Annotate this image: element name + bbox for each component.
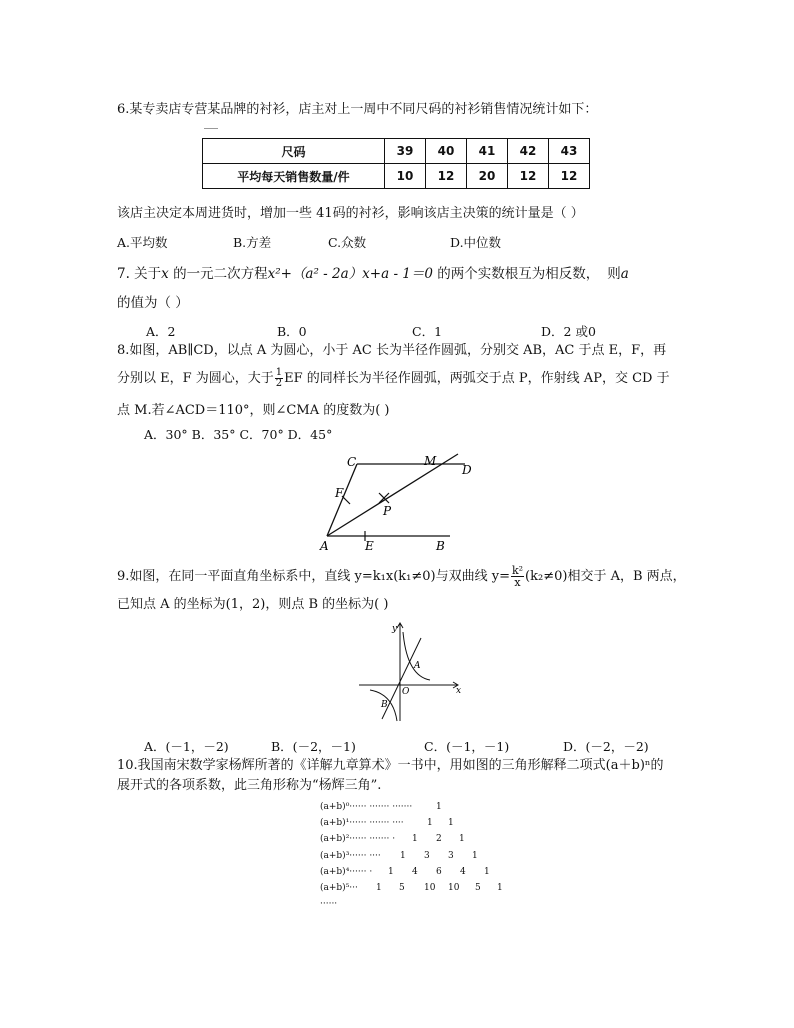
- q9-option-c: C．(－1，－1): [424, 739, 510, 754]
- label-f: F: [335, 486, 344, 500]
- q6-option-c: C.众数: [328, 235, 367, 250]
- q6-option-a: A.平均数: [117, 235, 168, 250]
- label-p: P: [383, 504, 392, 518]
- table-row: [203, 139, 590, 164]
- q8-line1: 8.如图，AB∥CD，以点 A 为圆心，小于 AC 长为半径作圆弧，分别交 AB，AC 于点 E，F，再: [117, 343, 667, 358]
- q10-line2: 展开式的各项系数，此三角形称为“杨辉三角”.: [117, 778, 382, 793]
- label-y: y: [392, 624, 398, 634]
- q9-option-a: A．(－1，－2): [144, 739, 229, 754]
- label-point-a: A: [414, 661, 421, 671]
- triangle-coefficient: 10: [448, 883, 460, 893]
- triangle-coefficient: 5: [399, 883, 405, 893]
- triangle-coefficient: 4: [460, 867, 466, 877]
- q9-text: 9.如图，在同一平面直角坐标系中，直线 y=k₁x(k₁≠0)与双曲线 y=: [117, 569, 510, 584]
- label-o: O: [402, 687, 410, 697]
- q10-line1: 10.我国南宋数学家杨辉所著的《详解九章算术》一书中，用如图的三角形解释二项式(a＋b)ⁿ的: [117, 758, 664, 773]
- table-cell: 20: [467, 164, 508, 189]
- triangle-row-label: (a+b)⁴······ ·: [320, 867, 373, 877]
- q6-stem: 6.某专卖店专营某品牌的衬衫，店主对上一周中不同尺码的衬衫销售情况统计如下：: [117, 102, 598, 117]
- triangle-ellipsis: ······: [320, 899, 338, 909]
- triangle-coefficient: 1: [388, 867, 394, 877]
- q6-option-b: B.方差: [233, 235, 272, 250]
- triangle-coefficient: 1: [412, 834, 418, 844]
- q7-text: 则: [607, 266, 621, 282]
- q7-line2: 的值为（ ）: [117, 295, 189, 311]
- line-y-k1x: [382, 638, 421, 719]
- label-x: x: [456, 686, 462, 696]
- triangle-coefficient: 3: [424, 851, 430, 861]
- q7-option-b: B．0: [277, 324, 307, 339]
- triangle-coefficient: 1: [497, 883, 503, 893]
- table-cell: 43: [549, 139, 590, 164]
- table-cell: 39: [385, 139, 426, 164]
- triangle-coefficient: 1: [400, 851, 406, 861]
- q8-options: A．30° B．35° C．70° D．45°: [144, 427, 333, 442]
- label-c: C: [347, 455, 357, 469]
- table-cell: 12: [426, 164, 467, 189]
- triangle-coefficient: 4: [412, 867, 418, 877]
- triangle-coefficient: 1: [472, 851, 478, 861]
- q9-fraction: [511, 565, 524, 588]
- label-m: M: [424, 454, 437, 468]
- triangle-coefficient: 1: [448, 818, 454, 828]
- q7-line1: [117, 265, 629, 283]
- frac-denominator: 2: [275, 378, 283, 389]
- triangle-coefficient: 1: [484, 867, 490, 877]
- table-row: [203, 164, 590, 189]
- q9-figure: [355, 618, 470, 726]
- frac-denominator: x: [514, 576, 521, 589]
- triangle-coefficient: 10: [424, 883, 436, 893]
- label-d: D: [462, 463, 472, 477]
- q7-text: 7. 关于: [117, 266, 162, 282]
- q8-line3: 点 M.若∠ACD＝110°，则∠CMA 的度数为( ): [117, 403, 390, 418]
- q7-option-c: C．1: [412, 324, 443, 339]
- q8-fraction: [275, 368, 283, 389]
- label-point-b: B: [381, 700, 388, 710]
- q8-text: EF 的同样长为半径作圆弧，两弧交于点 P，作射线 AP，交 CD 于: [284, 371, 670, 386]
- triangle-row-label: (a+b)⁵···: [320, 883, 358, 893]
- q8-figure: [310, 452, 485, 552]
- frac-numerator: k²: [511, 564, 524, 577]
- q8-text: 分别以 E，F 为圆心，大于: [117, 371, 274, 386]
- label-a: A: [320, 539, 329, 552]
- q9-option-d: D．(－2，－2): [563, 739, 649, 754]
- table-cell: 40: [426, 139, 467, 164]
- hyperbola-branch-q1: [403, 632, 430, 680]
- table-cell: 10: [385, 164, 426, 189]
- segment-ac: [327, 464, 357, 536]
- q8-line2: [117, 368, 670, 389]
- table-cell: 42: [508, 139, 549, 164]
- triangle-coefficient: 1: [427, 818, 433, 828]
- triangle-coefficient: 2: [436, 834, 442, 844]
- q7-var-a: a: [620, 266, 629, 282]
- triangle-coefficient: 6: [436, 867, 442, 877]
- q9-option-b: B．(－2，－1): [271, 739, 356, 754]
- triangle-coefficient: 1: [459, 834, 465, 844]
- triangle-row-label: (a+b)³······ ····: [320, 851, 381, 861]
- table-header-label: 尺码: [203, 139, 385, 164]
- q7-text: 的一元二次方程: [168, 266, 268, 282]
- table-row-label: 平均每天销售数量/件: [203, 164, 385, 189]
- size-sales-table: [202, 138, 590, 189]
- frac-numerator: 1: [275, 367, 283, 378]
- q9-line1: [117, 565, 686, 588]
- label-e: E: [365, 539, 374, 552]
- triangle-coefficient: 1: [436, 802, 442, 812]
- label-b: B: [436, 539, 445, 552]
- q6-option-d: D.中位数: [450, 235, 502, 250]
- q7-equation: x²+（a² - 2a）x+a - 1＝0: [267, 266, 433, 282]
- triangle-row-label: (a+b)⁰······ ······· ·······: [320, 802, 413, 812]
- q7-option-d: D．2 或0: [541, 324, 596, 339]
- q9-line2: 已知点 A 的坐标为(1，2)，则点 B 的坐标为( ): [117, 597, 389, 612]
- q7-text: 的两个实数根互为相反数，: [432, 266, 600, 282]
- q7-option-a: A．2: [146, 324, 176, 339]
- q9-text: (k₂≠0)相交于 A，B 两点，: [525, 569, 686, 584]
- triangle-coefficient: 1: [376, 883, 382, 893]
- q6-question: 该店主决定本周进货时，增加一些 41码的衬衫，影响该店主决策的统计量是（ ）: [117, 206, 584, 221]
- triangle-coefficient: 3: [448, 851, 454, 861]
- triangle-row-label: (a+b)²······ ······· ·: [320, 834, 396, 844]
- triangle-coefficient: 5: [475, 883, 481, 893]
- table-cell: 12: [508, 164, 549, 189]
- mark-line: [204, 128, 218, 129]
- table-cell: 12: [549, 164, 590, 189]
- q7-var-x: x: [161, 266, 169, 282]
- table-cell: 41: [467, 139, 508, 164]
- triangle-row-label: (a+b)¹······ ······· ····: [320, 818, 404, 828]
